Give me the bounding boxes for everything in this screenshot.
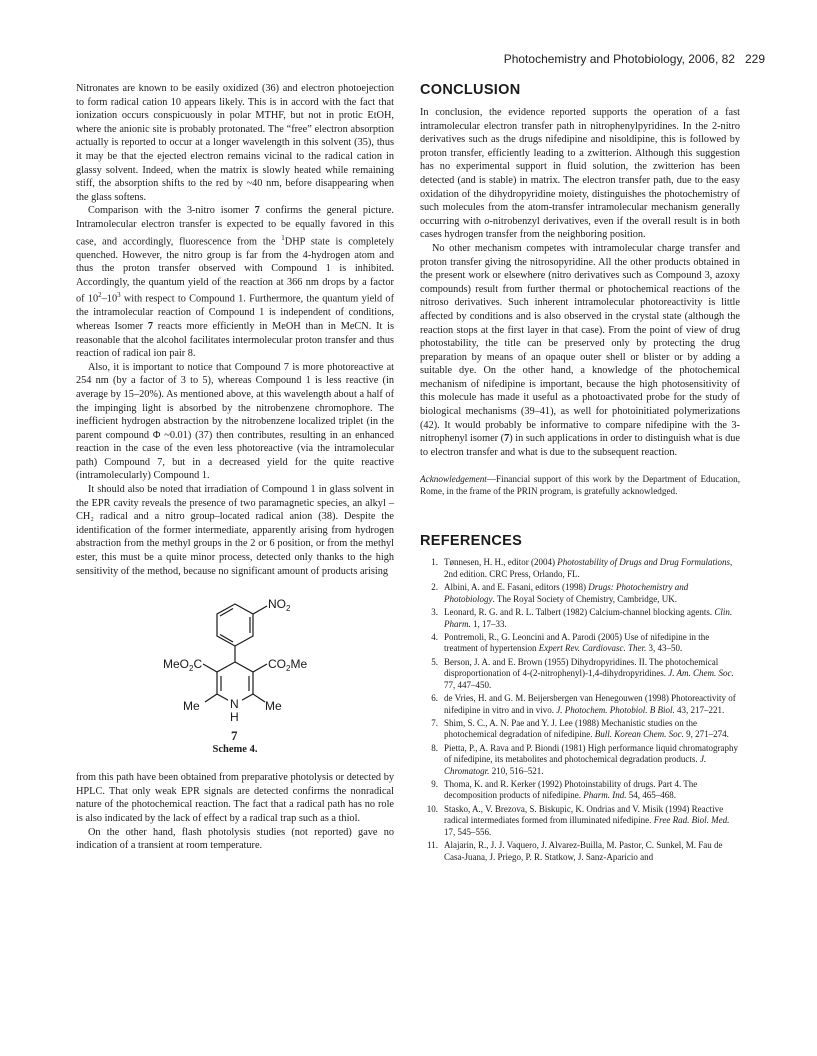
- reference-item: 1. Tønnesen, H. H., editor (2004) Photostability of Drugs and Drug Formulations, 2nd edition. CRC Press, Orlando, FL.: [431, 557, 733, 580]
- methyl-left-label: Me: [183, 699, 200, 714]
- scheme-caption: Scheme 4.: [212, 744, 258, 756]
- paragraph-5: from this path have been obtained from preparative photolysis or detected by HPLC. That only weak EPR signals are detected confirms the nonradical nature of the photochemical reaction. The fact that a radical path has no role is also indicated by the lack of effect by a radical trap such as a thiol.: [76, 772, 394, 824]
- references-heading: REFERENCES: [420, 533, 523, 550]
- paragraph-1: Nitronates are known to be easily oxidized (36) and electron photoejection to form radical cation 10 appears likely. This is in accord with the fact that ionization occurs conspicuously in polar MTHF, but not in protic EtOH, where the anionic site is probably protonated. The “free” electron absorption actually is reported to occur at a longer wavelength in this solvent (35), thus it may be that the ejected electron remains vicinal to the radical cation in glassy solvent. Indeed, when the matrix is slowly heated while remaining stiff, the absorption shifts to the red by ~40 nm, before disappearing when the glass softens.: [76, 83, 394, 203]
- reference-item: 8. Pietta, P., A. Rava and P. Biondi (1981) High performance liquid chromatography of nifedipine, its metabolites and photochemical degradation products. J. Chromatogr. 210, 516–521.: [431, 742, 738, 776]
- compound-number: 7: [231, 728, 238, 743]
- reference-list: [420, 557, 740, 863]
- hydrogen-label: H: [230, 710, 239, 725]
- paragraph-3: Also, it is important to notice that Compound 7 is more photoreactive at 254 nm (by a factor of 3 to 5), whereas Compound 1 is less reactive (in average by 15–20%). As mentioned above, at this wavelength about a half of the impinging light is absorbed by the nitrobenzene chromophore. The inefficient hydrogen abstraction by the nitrobenzene localized triplet (in the parent compound Φ ~0.01) (37) then contributes, resulting in an enhanced reaction in the case of the even less photoreactive (via the intramolecular path) Compound 7, but in a decreased yield for the quite reactive (intramolecularly) Compound 1.: [76, 361, 394, 482]
- right-column: [420, 82, 740, 865]
- reference-item: 7. Shim, S. C., A. N. Pae and Y. J. Lee (1988) Mechanistic studies on the photochemical degradation of nifedipine. Bull. Korean Chem. Soc. 9, 271–274.: [431, 717, 729, 740]
- benzene-ring: [217, 604, 253, 646]
- reference-item: 6. de Vries, H. and G. M. Beijersbergen van Henegouwen (1998) Photoreactivity of nifedipine in vitro and in vivo. J. Photochem. Photobiol. B Biol. 43, 217–221.: [431, 692, 736, 715]
- compound-7-structure: [125, 592, 345, 742]
- running-header: [504, 52, 765, 66]
- scheme-4: [76, 592, 394, 755]
- conclusion-paragraph-2: No other mechanism competes with intramolecular charge transfer and proton transfer giving the nitrosopyridine. All the other products obtained in the present work or elsewhere (nitro derivatives such as Compound 3, azoxy compounds) result from further thermal or photochemical reactions of the nitroso derivatives. Such inherent intramolecular photoreactivity is little affected by conditions and is also observed in the crystal state (although the reaction stops at the first layer in that case). From the point of view of drug photostability, the title can be preserved only by protecting the drug preparation by means of an opaque outer shell or blister or by adding a suitable dye. On the other hand, a knowledge of the photochemical mechanism of nifedipine is important, because the high photosensitivity of this molecule has made it useful as a photoactivated probe for the study of biological mechanisms (39–41), as well for photoinitiated polymerizations (42). It would probably be informative to compare nifedipine with the 3-nitrophenyl isomer (7) in such applications in order to distinguish what is due to electron transfer and what is due to the subsequent reaction.: [420, 242, 740, 458]
- left-column: [76, 82, 394, 853]
- reference-item: 9. Thoma, K. and R. Kerker (1992) Photoinstability of drugs. Part 4. The decomposition products of nifedipine. Pharm. Ind. 54, 465–468.: [431, 778, 698, 801]
- reference-item: 11. Alajarin, R., J. J. Vaquero, J. Alvarez-Builla, M. Pastor, C. Sunkel, M. Fau de Casa-Juana, J. Priego, P. R. Statkow, J. Sanz-Aparicio and: [427, 840, 723, 862]
- no2-label: $NO_2$: [268, 597, 291, 614]
- paragraph-4: It should also be noted that irradiation of Compound 1 in glass solvent in the EPR cavity reveals the presence of two paramagnetic species, an alkyl –CH₂ radical and a nitro group–located radical anion (38). Despite the identification of the former intermediate, apparently arising from hydrogen abstraction from the methyl groups in the 2 or 6 position, or from the methyl ester, this must be a quite minor process, detected only thanks to the high sensitivity of the method, because no significant amount of products arising: [76, 484, 394, 577]
- reference-item: 2. Albini, A. and E. Fasani, editors (1998) Drugs: Photochemistry and Photobiology. The Royal Society of Chemistry, Cambridge, UK.: [431, 582, 689, 604]
- reference-item: 4. Pontremoli, R., G. Leoncini and A. Parodi (2005) Use of nifedipine in the treatment of hypertension Expert Rev. Cardiovasc. Ther. 3, 43–50.: [431, 631, 710, 654]
- reference-item: 10. Stasko, A., V. Brezova, S. Biskupic, K. Ondrias and V. Misik (1994) Reactive radical intermediates formed from illuminated nifedipine. Free Rad. Biol. Med. 17, 545–556.: [426, 803, 730, 837]
- reference-item: 3. Leonard, R. G. and R. L. Talbert (1982) Calcium-channel blocking agents. Clin. Pharm. 1, 17–33.: [431, 607, 733, 629]
- co2me-label: $CO_2Me$: [268, 657, 308, 674]
- acknowledgement: Acknowledgement—Financial support of this work by the Department of Education, Rome, in the frame of the PRIN program, is gratefully acknowledged.: [420, 474, 740, 497]
- meo2c-label: MeO$_2$C: [163, 657, 203, 674]
- nitrogen-label: N: [230, 697, 239, 712]
- paragraph-2: Comparison with the 3-nitro isomer 7 confirms the general picture. Intramolecular electron transfer is expected to be equally favored in this case, and accordingly, fluorescence from the $^1$DHP state is completely quenched. However, the nitro group is far from the 4-hydrogen atom and thus the proton transfer observed with Compound 1 is inhibited. Accordingly, the quantum yield of the reaction at 366 nm drops by a factor of $10^2-10^3$ with respect to Compound 1. Furthermore, the quantum yield of the intramolecular reaction of Compound 1 is independent of conditions, whereas Isomer 7 reacts more efficiently in MeOH than in MeCN. It is reasonable that the alcohol facilitates intermolecular proton transfer and thus reaction of radical ion pair 8.: [76, 205, 394, 360]
- conclusion-paragraph-1: In conclusion, the evidence reported supports the operation of a fast intramolecular electron transfer path in nitrophenylpyridines. In the 2-nitro derivatives such as the drugs nifedipine and nisoldipine, this is followed by proton transfer, efficiently leading to a zwitterion. Although this suggestion has no experimental support in fluid solution, the zwitterion has been detected (and is stable) in matrix. The electron transfer path, due to the easy oxidation of the dihydropyridine moiety, distinguishes the photochemistry of such molecules from the atom-transfer intramolecular mechanism generally occurring with o-nitrobenzyl derivatives, even if the overall result is in both cases hydrogen transfer from the neighboring position.: [420, 107, 740, 241]
- methyl-right-label: Me: [265, 699, 282, 714]
- journal-title: Photochemistry and Photobiology, 2006, 82: [503, 52, 735, 66]
- page-number: 229: [744, 52, 765, 66]
- conclusion-heading: CONCLUSION: [420, 82, 521, 98]
- paragraph-6: On the other hand, flash photolysis studies (not reported) gave no indication of a transient at room temperature.: [76, 826, 394, 852]
- reference-item: 5. Berson, J. A. and E. Brown (1955) Dihydropyridines. II. The photochemical disproportionation of 4-(2-nitrophenyl)-1,4-dihydropyridines. J. Am. Chem. Soc. 77, 447–450.: [431, 656, 734, 690]
